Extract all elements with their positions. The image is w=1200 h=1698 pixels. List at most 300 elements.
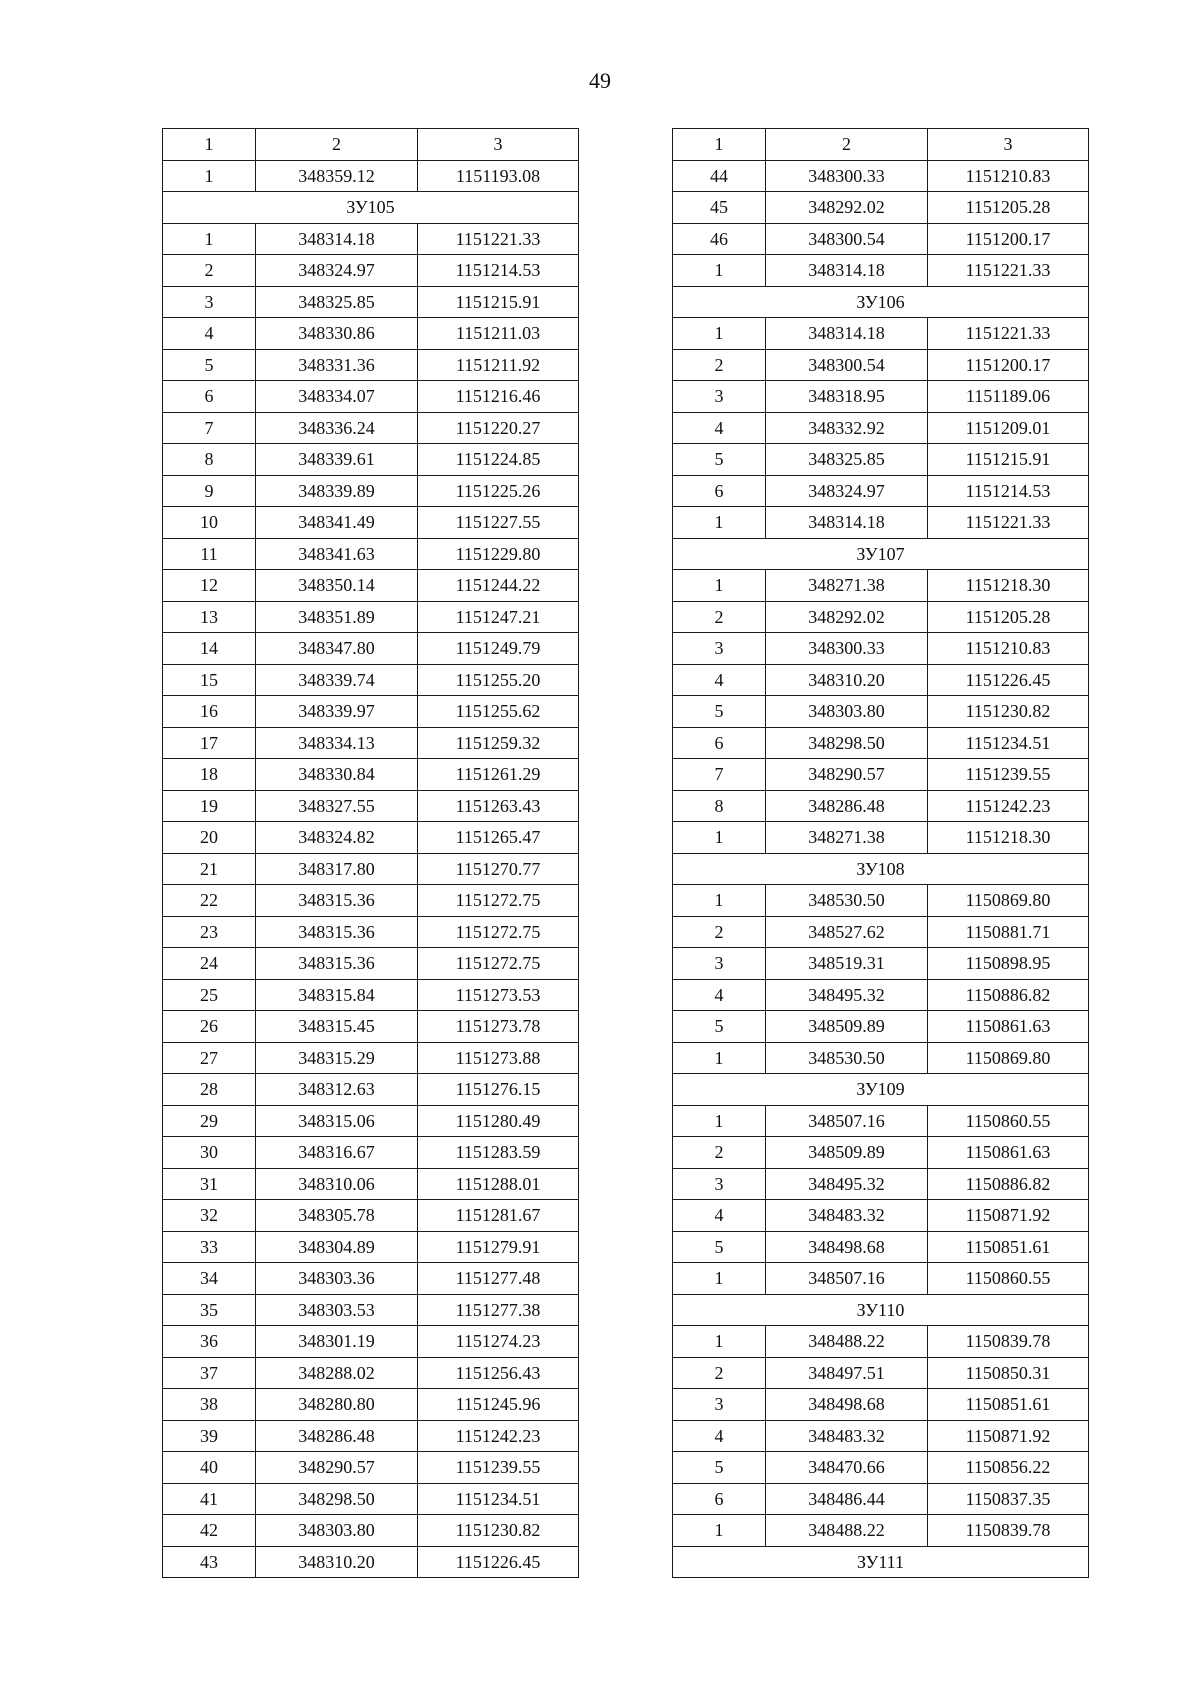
- table-row: [673, 192, 1089, 224]
- table-row: [673, 1326, 1089, 1358]
- x-coordinate-cell: 348488.22: [766, 1515, 928, 1547]
- coordinate-table-right: [672, 128, 1089, 1578]
- table-row: [163, 790, 579, 822]
- y-coordinate-cell: 1150839.78: [928, 1515, 1089, 1547]
- x-coordinate-cell: 348315.36: [256, 948, 418, 980]
- table-row: [163, 1483, 579, 1515]
- x-coordinate-cell: 348339.74: [256, 664, 418, 696]
- y-coordinate-cell: 1151193.08: [418, 160, 579, 192]
- table-row: [163, 1168, 579, 1200]
- x-coordinate-cell: 348305.78: [256, 1200, 418, 1232]
- y-coordinate-cell: 1151255.62: [418, 696, 579, 728]
- x-coordinate-cell: 348315.84: [256, 979, 418, 1011]
- table-row: [163, 1420, 579, 1452]
- x-coordinate-cell: 348286.48: [766, 790, 928, 822]
- table-row: [673, 696, 1089, 728]
- x-coordinate-cell: 348350.14: [256, 570, 418, 602]
- y-coordinate-cell: 1151277.48: [418, 1263, 579, 1295]
- column-header-1: 1: [673, 129, 766, 161]
- point-number-cell: 29: [163, 1105, 256, 1137]
- table-row: [673, 1420, 1089, 1452]
- table-row: [673, 727, 1089, 759]
- column-header-2: 2: [766, 129, 928, 161]
- y-coordinate-cell: 1151211.92: [418, 349, 579, 381]
- point-number-cell: 4: [673, 1420, 766, 1452]
- x-coordinate-cell: 348498.68: [766, 1231, 928, 1263]
- y-coordinate-cell: 1151256.43: [418, 1357, 579, 1389]
- y-coordinate-cell: 1151214.53: [418, 255, 579, 287]
- y-coordinate-cell: 1150881.71: [928, 916, 1089, 948]
- point-number-cell: 32: [163, 1200, 256, 1232]
- y-coordinate-cell: 1150886.82: [928, 979, 1089, 1011]
- table-row: [163, 255, 579, 287]
- y-coordinate-cell: 1150871.92: [928, 1420, 1089, 1452]
- x-coordinate-cell: 348315.06: [256, 1105, 418, 1137]
- table-row: [673, 412, 1089, 444]
- y-coordinate-cell: 1151221.33: [928, 255, 1089, 287]
- table-row: [673, 160, 1089, 192]
- x-coordinate-cell: 348271.38: [766, 570, 928, 602]
- table-row: [673, 1105, 1089, 1137]
- y-coordinate-cell: 1151242.23: [418, 1420, 579, 1452]
- y-coordinate-cell: 1151281.67: [418, 1200, 579, 1232]
- x-coordinate-cell: 348359.12: [256, 160, 418, 192]
- y-coordinate-cell: 1151273.53: [418, 979, 579, 1011]
- point-number-cell: 22: [163, 885, 256, 917]
- x-coordinate-cell: 348325.85: [766, 444, 928, 476]
- table-row: [673, 1200, 1089, 1232]
- point-number-cell: 5: [673, 1231, 766, 1263]
- y-coordinate-cell: 1151205.28: [928, 192, 1089, 224]
- table-row: [163, 948, 579, 980]
- point-number-cell: 41: [163, 1483, 256, 1515]
- x-coordinate-cell: 348316.67: [256, 1137, 418, 1169]
- point-number-cell: 46: [673, 223, 766, 255]
- x-coordinate-cell: 348341.63: [256, 538, 418, 570]
- section-header-row: [673, 1074, 1089, 1106]
- point-number-cell: 4: [673, 1200, 766, 1232]
- point-number-cell: 2: [673, 1137, 766, 1169]
- x-coordinate-cell: 348530.50: [766, 885, 928, 917]
- y-coordinate-cell: 1151210.83: [928, 160, 1089, 192]
- x-coordinate-cell: 348497.51: [766, 1357, 928, 1389]
- y-coordinate-cell: 1151279.91: [418, 1231, 579, 1263]
- table-row: [163, 853, 579, 885]
- x-coordinate-cell: 348301.19: [256, 1326, 418, 1358]
- table-row: [673, 349, 1089, 381]
- point-number-cell: 8: [673, 790, 766, 822]
- y-coordinate-cell: 1151280.49: [418, 1105, 579, 1137]
- point-number-cell: 36: [163, 1326, 256, 1358]
- x-coordinate-cell: 348486.44: [766, 1483, 928, 1515]
- y-coordinate-cell: 1151225.26: [418, 475, 579, 507]
- table-row: [163, 538, 579, 570]
- y-coordinate-cell: 1151218.30: [928, 570, 1089, 602]
- table-row: [673, 664, 1089, 696]
- point-number-cell: 1: [163, 223, 256, 255]
- table-row: [163, 1200, 579, 1232]
- y-coordinate-cell: 1151218.30: [928, 822, 1089, 854]
- x-coordinate-cell: 348507.16: [766, 1263, 928, 1295]
- point-number-cell: 18: [163, 759, 256, 791]
- y-coordinate-cell: 1151272.75: [418, 916, 579, 948]
- y-coordinate-cell: 1151215.91: [928, 444, 1089, 476]
- x-coordinate-cell: 348314.18: [766, 255, 928, 287]
- point-number-cell: 19: [163, 790, 256, 822]
- x-coordinate-cell: 348339.61: [256, 444, 418, 476]
- x-coordinate-cell: 348315.36: [256, 885, 418, 917]
- point-number-cell: 16: [163, 696, 256, 728]
- point-number-cell: 1: [673, 1105, 766, 1137]
- point-number-cell: 1: [673, 822, 766, 854]
- x-coordinate-cell: 348336.24: [256, 412, 418, 444]
- table-row: [673, 1011, 1089, 1043]
- x-coordinate-cell: 348310.20: [766, 664, 928, 696]
- table-row: [163, 1042, 579, 1074]
- x-coordinate-cell: 348310.20: [256, 1546, 418, 1578]
- x-coordinate-cell: 348292.02: [766, 192, 928, 224]
- point-number-cell: 1: [673, 507, 766, 539]
- y-coordinate-cell: 1150860.55: [928, 1263, 1089, 1295]
- point-number-cell: 1: [673, 1326, 766, 1358]
- y-coordinate-cell: 1150860.55: [928, 1105, 1089, 1137]
- y-coordinate-cell: 1150856.22: [928, 1452, 1089, 1484]
- table-row: [163, 1231, 579, 1263]
- y-coordinate-cell: 1151221.33: [928, 507, 1089, 539]
- x-coordinate-cell: 348300.54: [766, 349, 928, 381]
- x-coordinate-cell: 348483.32: [766, 1200, 928, 1232]
- section-header-row: [673, 538, 1089, 570]
- x-coordinate-cell: 348292.02: [766, 601, 928, 633]
- column-header-1: 1: [163, 129, 256, 161]
- table-row: [163, 885, 579, 917]
- point-number-cell: 17: [163, 727, 256, 759]
- table-row: [163, 507, 579, 539]
- y-coordinate-cell: 1151277.38: [418, 1294, 579, 1326]
- y-coordinate-cell: 1151244.22: [418, 570, 579, 602]
- point-number-cell: 5: [673, 696, 766, 728]
- table-row: [673, 1042, 1089, 1074]
- point-number-cell: 28: [163, 1074, 256, 1106]
- x-coordinate-cell: 348318.95: [766, 381, 928, 413]
- point-number-cell: 38: [163, 1389, 256, 1421]
- y-coordinate-cell: 1151263.43: [418, 790, 579, 822]
- point-number-cell: 37: [163, 1357, 256, 1389]
- y-coordinate-cell: 1151255.20: [418, 664, 579, 696]
- point-number-cell: 2: [673, 349, 766, 381]
- table-row: [673, 1515, 1089, 1547]
- parcel-label: ЗУ106: [673, 286, 1089, 318]
- point-number-cell: 5: [673, 444, 766, 476]
- point-number-cell: 1: [673, 570, 766, 602]
- coordinate-table-right-body: [673, 129, 1089, 1578]
- y-coordinate-cell: 1151239.55: [928, 759, 1089, 791]
- y-coordinate-cell: 1151234.51: [928, 727, 1089, 759]
- point-number-cell: 4: [163, 318, 256, 350]
- y-coordinate-cell: 1151200.17: [928, 349, 1089, 381]
- point-number-cell: 10: [163, 507, 256, 539]
- y-coordinate-cell: 1151224.85: [418, 444, 579, 476]
- y-coordinate-cell: 1150869.80: [928, 1042, 1089, 1074]
- table-row: [673, 223, 1089, 255]
- table-row: [163, 696, 579, 728]
- y-coordinate-cell: 1151239.55: [418, 1452, 579, 1484]
- table-row: [673, 507, 1089, 539]
- section-header-row: [673, 853, 1089, 885]
- point-number-cell: 5: [673, 1452, 766, 1484]
- column-header-row: [163, 129, 579, 161]
- point-number-cell: 13: [163, 601, 256, 633]
- x-coordinate-cell: 348304.89: [256, 1231, 418, 1263]
- y-coordinate-cell: 1151273.88: [418, 1042, 579, 1074]
- x-coordinate-cell: 348280.80: [256, 1389, 418, 1421]
- table-row: [163, 601, 579, 633]
- y-coordinate-cell: 1151221.33: [928, 318, 1089, 350]
- y-coordinate-cell: 1151189.06: [928, 381, 1089, 413]
- x-coordinate-cell: 348286.48: [256, 1420, 418, 1452]
- x-coordinate-cell: 348290.57: [766, 759, 928, 791]
- section-header-row: [673, 1294, 1089, 1326]
- point-number-cell: 30: [163, 1137, 256, 1169]
- table-row: [673, 633, 1089, 665]
- table-row: [163, 444, 579, 476]
- x-coordinate-cell: 348324.97: [256, 255, 418, 287]
- x-coordinate-cell: 348317.80: [256, 853, 418, 885]
- x-coordinate-cell: 348509.89: [766, 1011, 928, 1043]
- point-number-cell: 40: [163, 1452, 256, 1484]
- x-coordinate-cell: 348324.82: [256, 822, 418, 854]
- table-row: [673, 822, 1089, 854]
- parcel-label: ЗУ109: [673, 1074, 1089, 1106]
- table-row: [163, 381, 579, 413]
- y-coordinate-cell: 1151221.33: [418, 223, 579, 255]
- table-row: [163, 727, 579, 759]
- x-coordinate-cell: 348347.80: [256, 633, 418, 665]
- y-coordinate-cell: 1151230.82: [928, 696, 1089, 728]
- x-coordinate-cell: 348271.38: [766, 822, 928, 854]
- x-coordinate-cell: 348530.50: [766, 1042, 928, 1074]
- parcel-label: ЗУ105: [163, 192, 579, 224]
- x-coordinate-cell: 348339.89: [256, 475, 418, 507]
- table-row: [163, 979, 579, 1011]
- table-row: [163, 916, 579, 948]
- column-header-row: [673, 129, 1089, 161]
- y-coordinate-cell: 1151272.75: [418, 885, 579, 917]
- point-number-cell: 3: [673, 1389, 766, 1421]
- table-row: [673, 1483, 1089, 1515]
- point-number-cell: 3: [673, 1168, 766, 1200]
- x-coordinate-cell: 348290.57: [256, 1452, 418, 1484]
- point-number-cell: 1: [673, 318, 766, 350]
- point-number-cell: 12: [163, 570, 256, 602]
- point-number-cell: 5: [673, 1011, 766, 1043]
- y-coordinate-cell: 1151227.55: [418, 507, 579, 539]
- point-number-cell: 3: [673, 948, 766, 980]
- y-coordinate-cell: 1150850.31: [928, 1357, 1089, 1389]
- x-coordinate-cell: 348288.02: [256, 1357, 418, 1389]
- table-row: [163, 1546, 579, 1578]
- x-coordinate-cell: 348325.85: [256, 286, 418, 318]
- x-coordinate-cell: 348334.13: [256, 727, 418, 759]
- x-coordinate-cell: 348324.97: [766, 475, 928, 507]
- table-row: [673, 916, 1089, 948]
- x-coordinate-cell: 348495.32: [766, 979, 928, 1011]
- table-row: [673, 885, 1089, 917]
- column-header-3: 3: [928, 129, 1089, 161]
- y-coordinate-cell: 1151220.27: [418, 412, 579, 444]
- x-coordinate-cell: 348315.29: [256, 1042, 418, 1074]
- x-coordinate-cell: 348303.36: [256, 1263, 418, 1295]
- y-coordinate-cell: 1151249.79: [418, 633, 579, 665]
- point-number-cell: 15: [163, 664, 256, 696]
- y-coordinate-cell: 1151209.01: [928, 412, 1089, 444]
- table-row: [163, 822, 579, 854]
- point-number-cell: 23: [163, 916, 256, 948]
- y-coordinate-cell: 1150869.80: [928, 885, 1089, 917]
- x-coordinate-cell: 348470.66: [766, 1452, 928, 1484]
- point-number-cell: 27: [163, 1042, 256, 1074]
- parcel-label: ЗУ111: [673, 1546, 1089, 1578]
- x-coordinate-cell: 348331.36: [256, 349, 418, 381]
- table-row: [163, 570, 579, 602]
- point-number-cell: 4: [673, 979, 766, 1011]
- point-number-cell: 33: [163, 1231, 256, 1263]
- table-row: [673, 601, 1089, 633]
- y-coordinate-cell: 1151229.80: [418, 538, 579, 570]
- table-row: [163, 759, 579, 791]
- table-row: [163, 475, 579, 507]
- table-row: [673, 1168, 1089, 1200]
- y-coordinate-cell: 1151270.77: [418, 853, 579, 885]
- point-number-cell: 1: [673, 255, 766, 287]
- x-coordinate-cell: 348527.62: [766, 916, 928, 948]
- point-number-cell: 39: [163, 1420, 256, 1452]
- x-coordinate-cell: 348339.97: [256, 696, 418, 728]
- point-number-cell: 35: [163, 1294, 256, 1326]
- parcel-label: ЗУ107: [673, 538, 1089, 570]
- x-coordinate-cell: 348315.45: [256, 1011, 418, 1043]
- point-number-cell: 26: [163, 1011, 256, 1043]
- table-row: [673, 1357, 1089, 1389]
- x-coordinate-cell: 348498.68: [766, 1389, 928, 1421]
- x-coordinate-cell: 348298.50: [766, 727, 928, 759]
- table-row: [673, 255, 1089, 287]
- x-coordinate-cell: 348509.89: [766, 1137, 928, 1169]
- point-number-cell: 21: [163, 853, 256, 885]
- table-row: [673, 1231, 1089, 1263]
- table-row: [673, 790, 1089, 822]
- point-number-cell: 2: [673, 1357, 766, 1389]
- point-number-cell: 2: [673, 916, 766, 948]
- point-number-cell: 5: [163, 349, 256, 381]
- table-row: [163, 633, 579, 665]
- point-number-cell: 4: [673, 664, 766, 696]
- section-header-row: [673, 286, 1089, 318]
- y-coordinate-cell: 1150837.35: [928, 1483, 1089, 1515]
- table-row: [673, 979, 1089, 1011]
- point-number-cell: 45: [673, 192, 766, 224]
- x-coordinate-cell: 348300.33: [766, 160, 928, 192]
- y-coordinate-cell: 1151261.29: [418, 759, 579, 791]
- x-coordinate-cell: 348298.50: [256, 1483, 418, 1515]
- y-coordinate-cell: 1151259.32: [418, 727, 579, 759]
- table-row: [673, 1263, 1089, 1295]
- x-coordinate-cell: 348330.86: [256, 318, 418, 350]
- table-row: [673, 570, 1089, 602]
- y-coordinate-cell: 1151230.82: [418, 1515, 579, 1547]
- point-number-cell: 1: [163, 160, 256, 192]
- section-header-row: [163, 192, 579, 224]
- point-number-cell: 4: [673, 412, 766, 444]
- point-number-cell: 34: [163, 1263, 256, 1295]
- x-coordinate-cell: 348303.80: [766, 696, 928, 728]
- y-coordinate-cell: 1150851.61: [928, 1389, 1089, 1421]
- y-coordinate-cell: 1151247.21: [418, 601, 579, 633]
- x-coordinate-cell: 348495.32: [766, 1168, 928, 1200]
- point-number-cell: 7: [163, 412, 256, 444]
- table-row: [163, 160, 579, 192]
- x-coordinate-cell: 348488.22: [766, 1326, 928, 1358]
- table-row: [163, 1389, 579, 1421]
- table-row: [163, 664, 579, 696]
- table-row: [673, 444, 1089, 476]
- coordinate-table-left: [162, 128, 579, 1578]
- y-coordinate-cell: 1151274.23: [418, 1326, 579, 1358]
- point-number-cell: 7: [673, 759, 766, 791]
- y-coordinate-cell: 1151283.59: [418, 1137, 579, 1169]
- x-coordinate-cell: 348483.32: [766, 1420, 928, 1452]
- y-coordinate-cell: 1151234.51: [418, 1483, 579, 1515]
- y-coordinate-cell: 1151272.75: [418, 948, 579, 980]
- table-row: [163, 1357, 579, 1389]
- table-row: [163, 1515, 579, 1547]
- y-coordinate-cell: 1151288.01: [418, 1168, 579, 1200]
- point-number-cell: 3: [163, 286, 256, 318]
- y-coordinate-cell: 1151226.45: [928, 664, 1089, 696]
- table-row: [673, 381, 1089, 413]
- y-coordinate-cell: 1151205.28: [928, 601, 1089, 633]
- y-coordinate-cell: 1151265.47: [418, 822, 579, 854]
- x-coordinate-cell: 348303.53: [256, 1294, 418, 1326]
- x-coordinate-cell: 348351.89: [256, 601, 418, 633]
- x-coordinate-cell: 348341.49: [256, 507, 418, 539]
- x-coordinate-cell: 348519.31: [766, 948, 928, 980]
- y-coordinate-cell: 1151210.83: [928, 633, 1089, 665]
- point-number-cell: 6: [673, 727, 766, 759]
- table-row: [163, 1137, 579, 1169]
- table-row: [673, 1452, 1089, 1484]
- table-row: [163, 1452, 579, 1484]
- x-coordinate-cell: 348310.06: [256, 1168, 418, 1200]
- y-coordinate-cell: 1151276.15: [418, 1074, 579, 1106]
- table-row: [673, 1137, 1089, 1169]
- y-coordinate-cell: 1150851.61: [928, 1231, 1089, 1263]
- y-coordinate-cell: 1150861.63: [928, 1137, 1089, 1169]
- parcel-label: ЗУ110: [673, 1294, 1089, 1326]
- point-number-cell: 6: [673, 475, 766, 507]
- point-number-cell: 3: [673, 633, 766, 665]
- y-coordinate-cell: 1150871.92: [928, 1200, 1089, 1232]
- page-number: 49: [589, 68, 611, 93]
- table-row: [673, 475, 1089, 507]
- y-coordinate-cell: 1150886.82: [928, 1168, 1089, 1200]
- x-coordinate-cell: 348334.07: [256, 381, 418, 413]
- y-coordinate-cell: 1151273.78: [418, 1011, 579, 1043]
- point-number-cell: 42: [163, 1515, 256, 1547]
- point-number-cell: 2: [673, 601, 766, 633]
- y-coordinate-cell: 1151226.45: [418, 1546, 579, 1578]
- point-number-cell: 3: [673, 381, 766, 413]
